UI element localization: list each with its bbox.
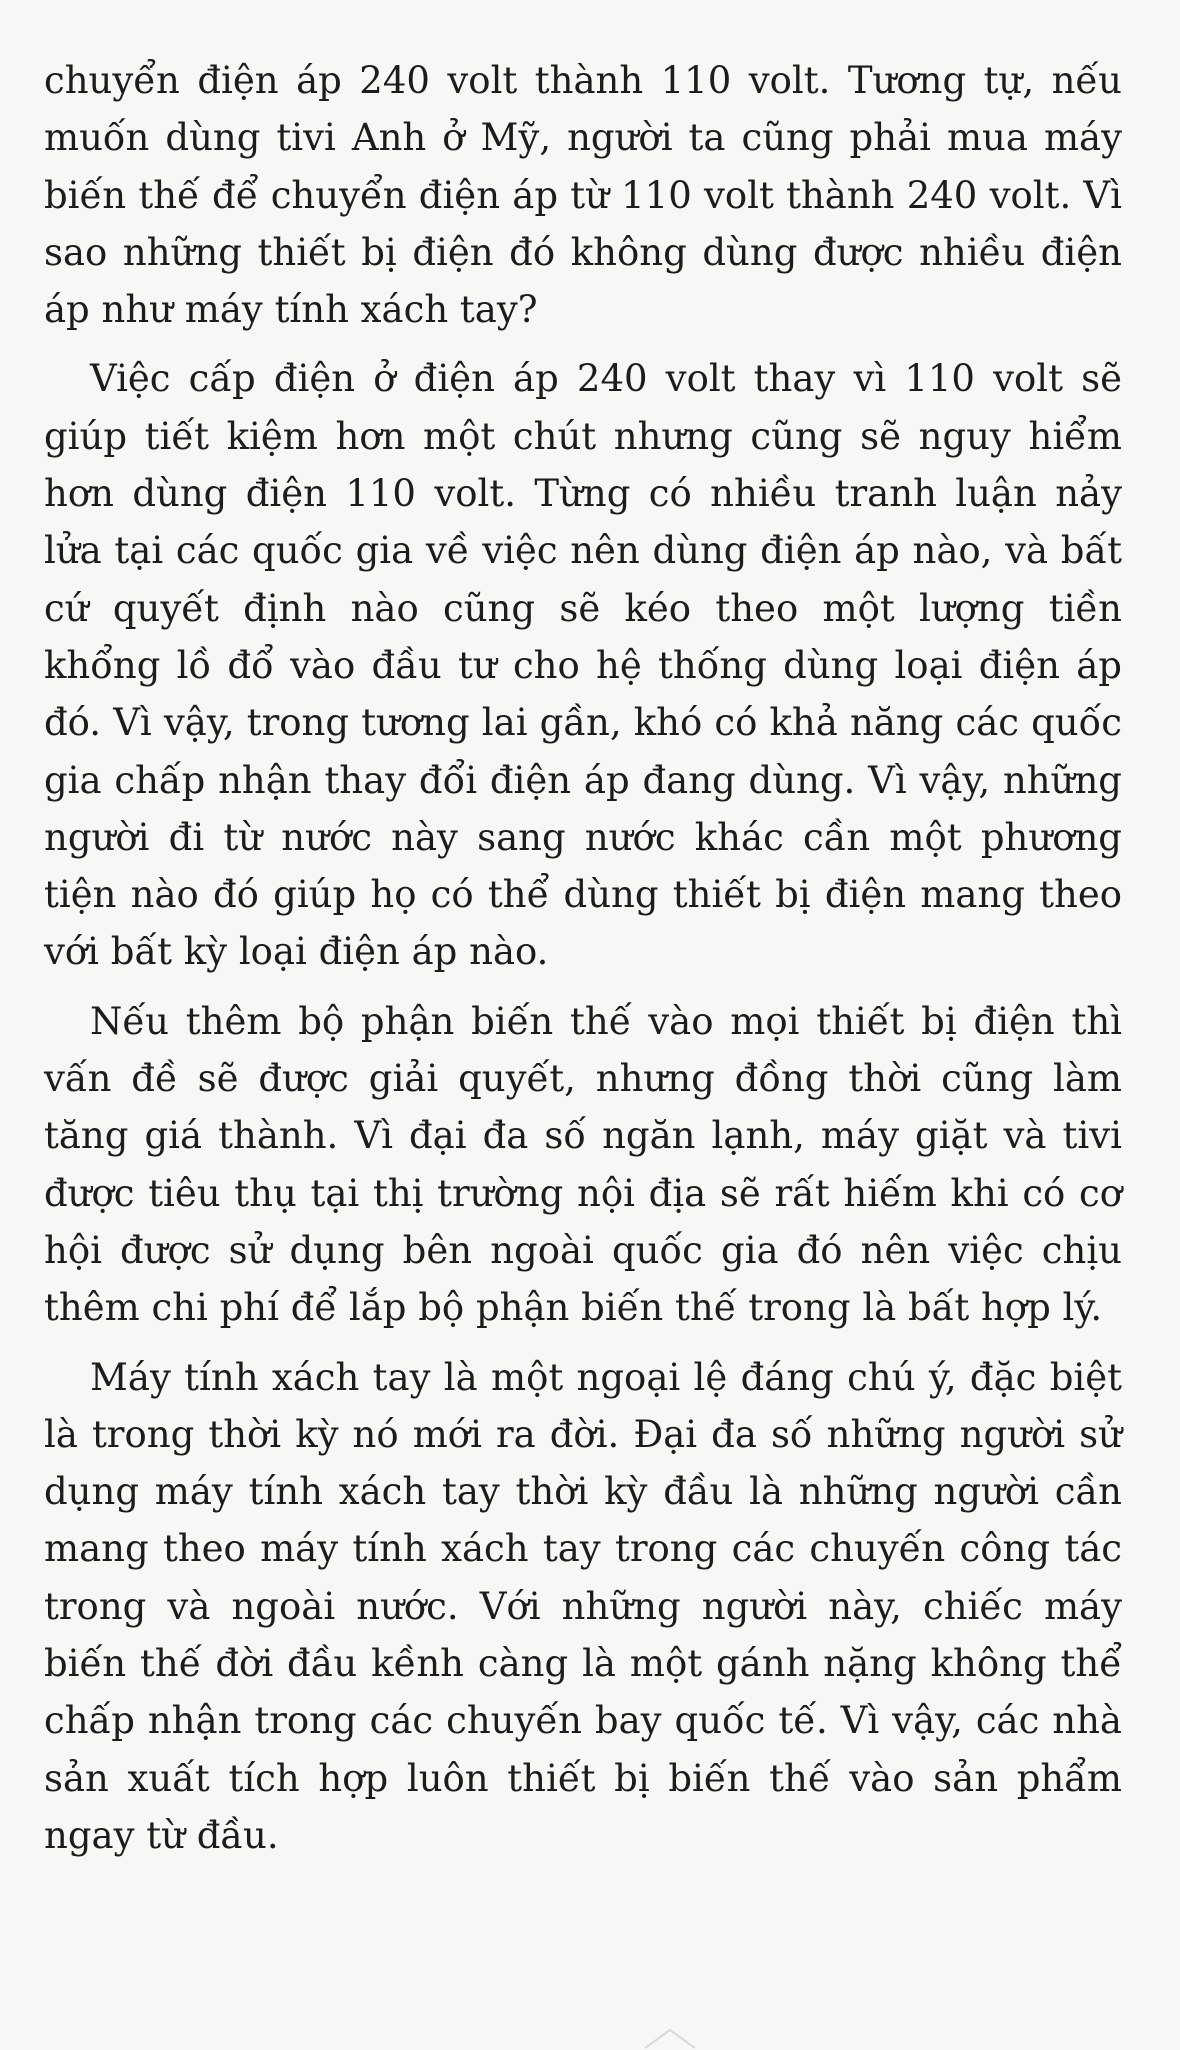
paragraph-laptop-exception: Máy tính xách tay là một ngoại lệ đáng chú ý, đặc biệt là trong thời kỳ nó mới ra đời. Đại đa số những người sử dụng máy tính xách tay thời kỳ đầu là những người cần mang theo máy tính xách tay trong các chuyến công tác trong và ngoài nước. Với những người này, chiếc máy biến thế đời đầu kềnh càng là một gánh nặng không thể chấp nhận trong các chuyến bay quốc tế. Vì vậy, các nhà sản xuất tích hợp luôn thiết bị biến thế vào sản phẩm ngay từ đầu. [44, 1355, 1122, 1857]
paragraph-voltage-debate: Việc cấp điện ở điện áp 240 volt thay vì 110 volt sẽ giúp tiết kiệm hơn một chút nhưng cũng sẽ nguy hiểm hơn dùng điện 110 volt. Từng có nhiều tranh luận nảy lửa tại các quốc gia về việc nên dùng điện áp nào, và bất cứ quyết định nào cũng sẽ kéo theo một lượng tiền khổng lồ đổ vào đầu tư cho hệ thống dùng loại điện áp đó. Vì vậy, trong tương lai gần, khó có khả năng các quốc gia chấp nhận thay đổi điện áp đang dùng. Vì vậy, những người đi từ nước này sang nước khác cần một phương tiện nào đó giúp họ có thể dùng thiết bị điện mang theo với bất kỳ loại điện áp nào. [44, 357, 1122, 974]
page-corner-mark [640, 2020, 700, 2050]
paragraph-continuation: chuyển điện áp 240 volt thành 110 volt. Tương tự, nếu muốn dùng tivi Anh ở Mỹ, người ta cũng phải mua máy biến thế để chuyển điện áp từ 110 volt thành 240 volt. Vì sao những thiết bị điện đó không dùng được nhiều điện áp như máy tính xách tay? [44, 59, 1122, 332]
paragraph-transformer-cost: Nếu thêm bộ phận biến thế vào mọi thiết bị điện thì vấn đề sẽ được giải quyết, nhưng đồng thời cũng làm tăng giá thành. Vì đại đa số ngăn lạnh, máy giặt và tivi được tiêu thụ tại thị trường nội địa sẽ rất hiếm khi có cơ hội được sử dụng bên ngoài quốc gia đó nên việc chịu thêm chi phí để lắp bộ phận biến thế trong là bất hợp lý. [44, 999, 1122, 1330]
